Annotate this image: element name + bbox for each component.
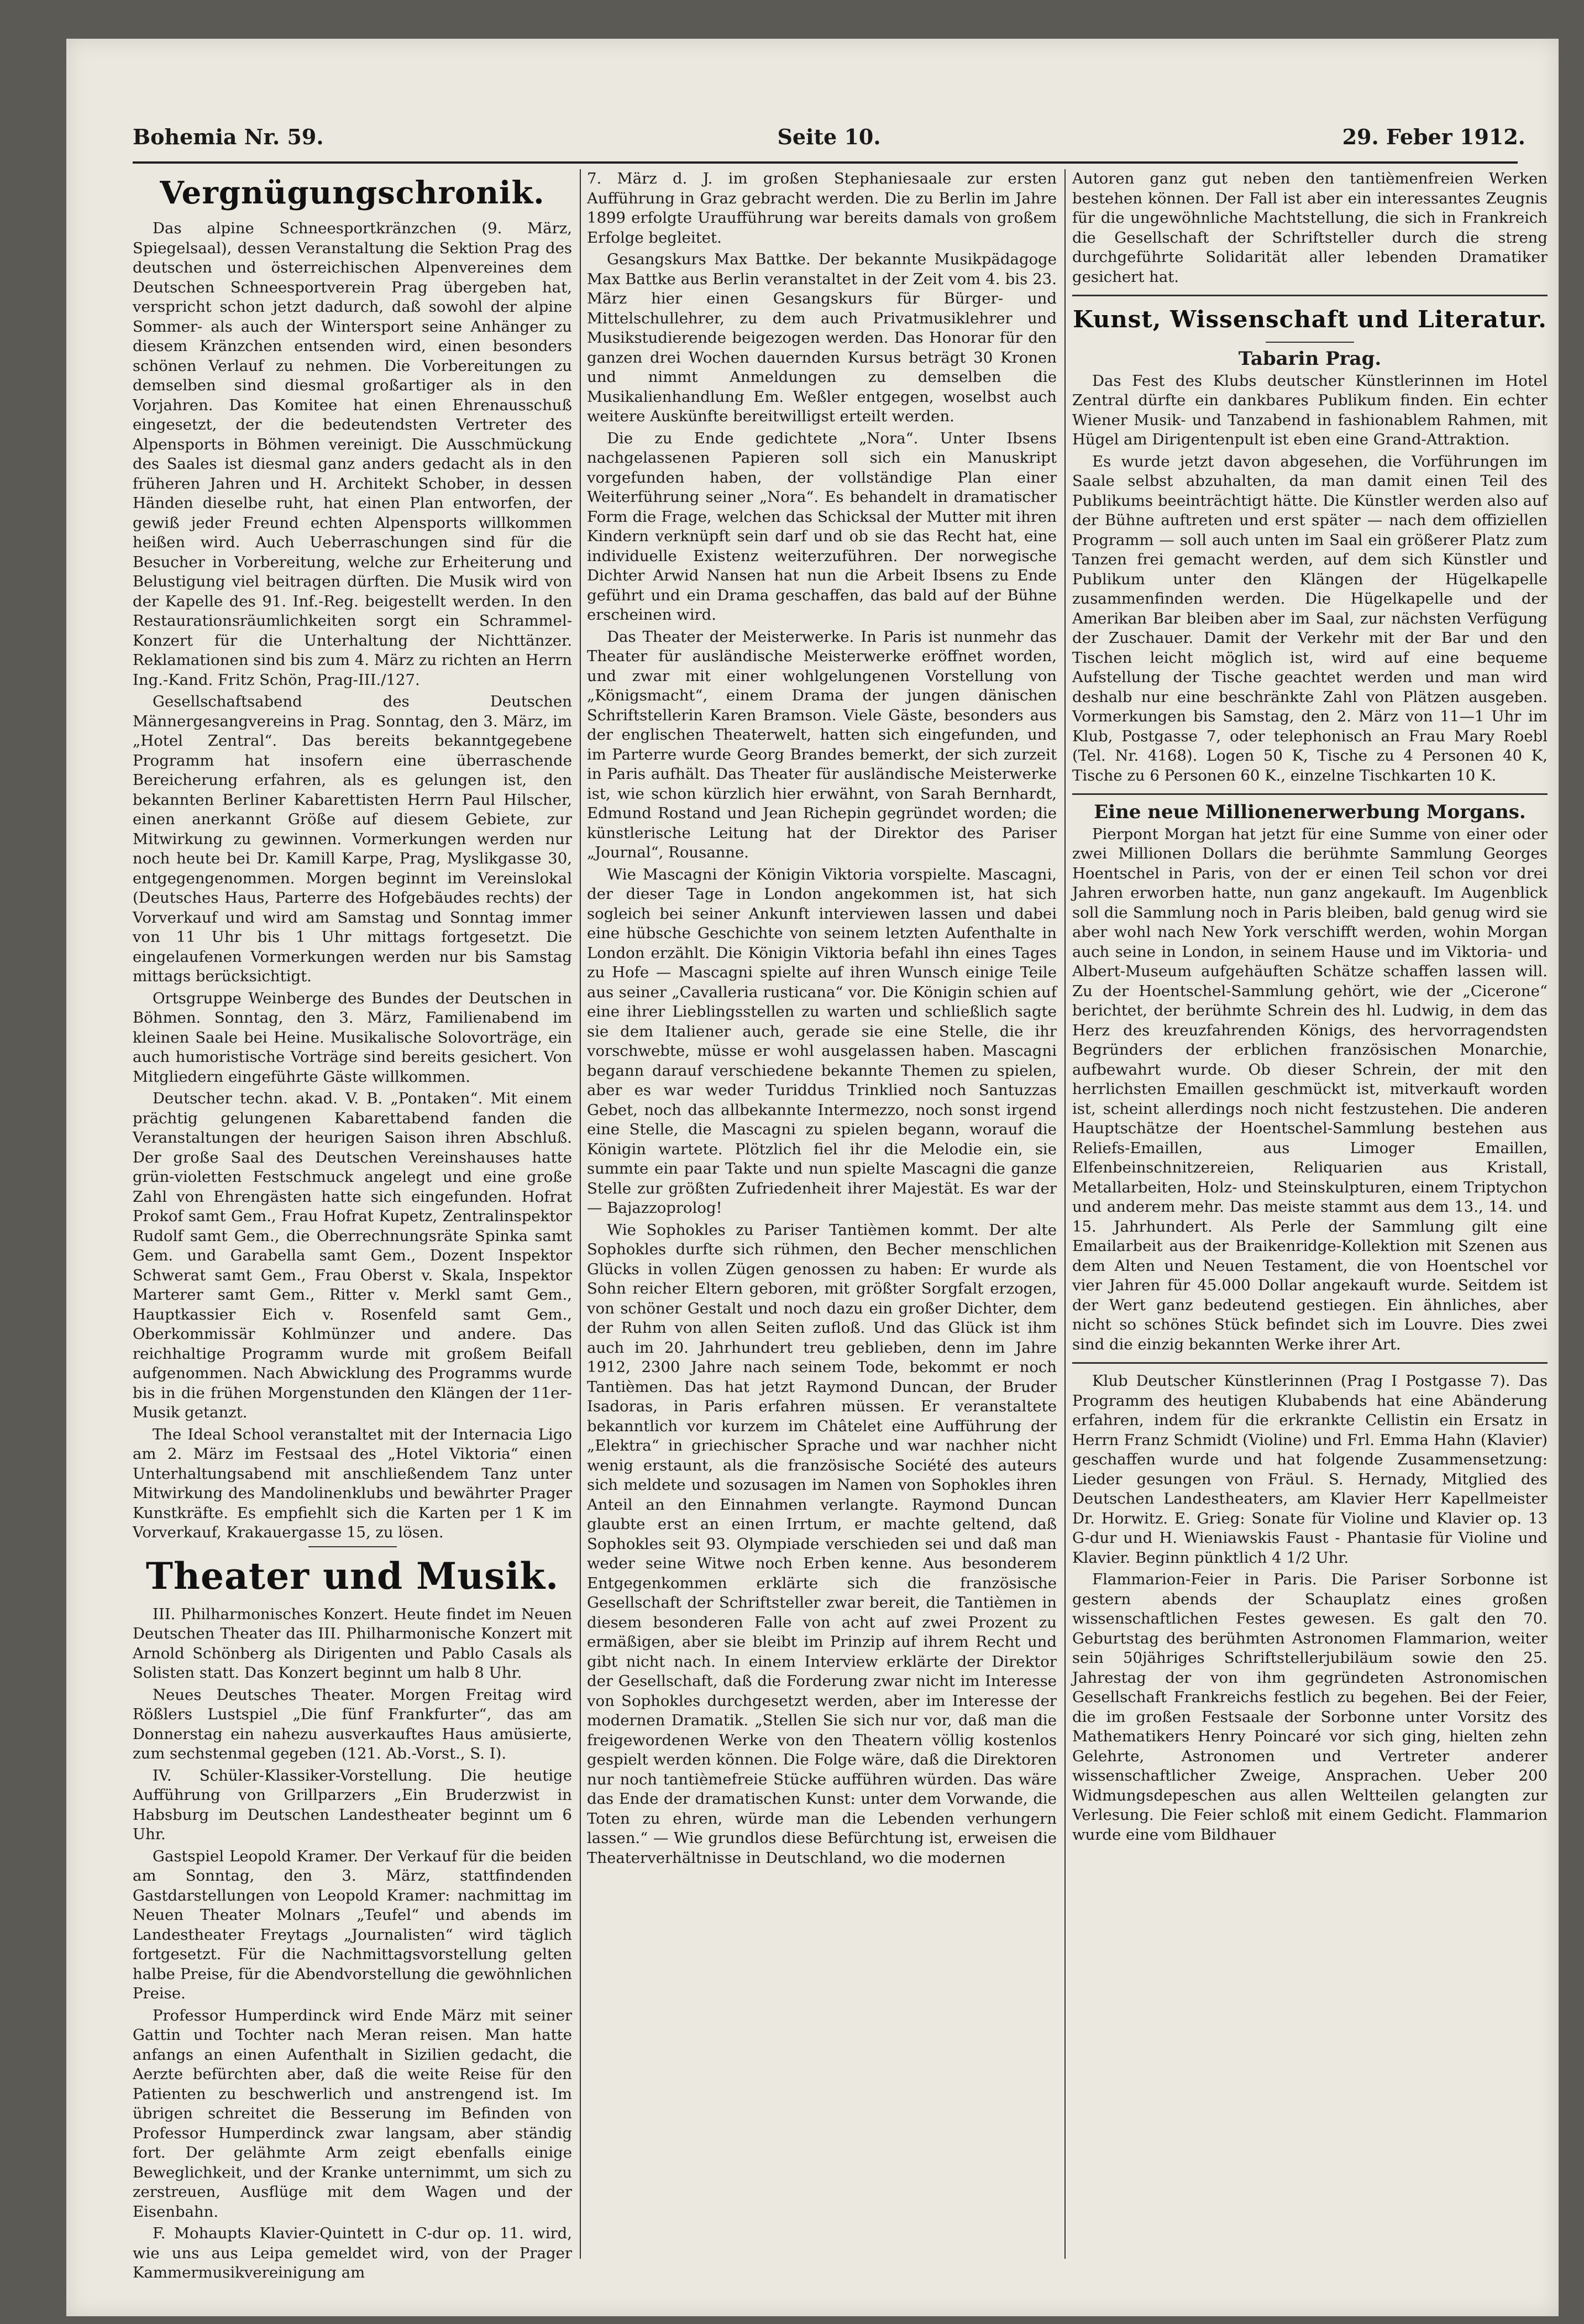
article-paragraph: Deutscher techn. akad. V. B. „Pontaken“. Mit einem prächtig gelungenen Kabarettabend fanden die Veranstaltungen der heurigen Saison ihren Abschluß. Der große Saal des Deutschen Vereinshauses hatte grün-violetten Festschmuck angelegt und eine große Zahl von Ehrengästen hatte sich eingefunden. Hofrat Prokof samt Gem., Frau Hofrat Kupetz, Zentralinspektor Rudolf samt Gem., die Oberrechnungsräte Spinka samt Gem. und Garabella samt Gem., Dozent Inspektor Schwerat samt Gem., Frau Oberst v. Skala, Inspektor Marterer samt Gem., Ritter v. Merkl samt Gem., Hauptkassier Eich v. Rosenfeld samt Gem., Oberkommissär Kohlmünzer und andere. Das reichhaltige Programm wurde mit großem Beifall aufgenommen. Nach Abwicklung des Programms wurde bis in die frühen Morgenstunden den Klängen der 11er-Musik getanzt.	[133, 1090, 572, 1421]
column-divider	[1064, 169, 1066, 2259]
article-paragraph: F. Mohaupts Klavier-Quintett in C-dur op. 11. wird, wie uns aus Leipa gemeldet wird, von der Prager Kammermusikvereinigung am	[133, 2224, 572, 2281]
page-header	[133, 124, 1525, 158]
header-rule	[133, 161, 1518, 164]
article-paragraph: Flammarion-Feier in Paris. Die Pariser Sorbonne ist gestern abends der Schauplatz eines großen wissenschaftlichen Festes gewesen. Es galt den 70. Geburtstag des berühmten Astronomen Flammarion, weiter sein 50jähriges Schriftstellerjubiläum sowie den 25. Jahrestag der von ihm gegründeten Astronomischen Gesellschaft Frankreichs festlich zu begehen. Bei der Feier, die im großen Festsaale der Sorbonne unter Vorsitz des Mathematikers Henry Poincaré vor sich ging, hielten zehn Gelehrte, Astronomen und Vertreter anderer wissenschaftlicher Zweige, Ansprachen. Ueber 200 Widmungsdepeschen aus allen Weltteilen gelangten zur Verlesung. Die Feier schloß mit einem Gedicht. Flammarion wurde eine vom Bildhauer	[1072, 1571, 1548, 1844]
column-1	[133, 169, 572, 2281]
article-paragraph: Gesellschaftsabend des Deutschen Männergesangvereins in Prag. Sonntag, den 3. März, im „Hotel Zentral“. Das bereits bekanntgegebene Programm hat insofern eine überraschende Bereicherung erfahren, als es gelungen ist, den bekannten Berliner Kabarettisten Herrn Paul Hilscher, einen anerkannt Größe auf diesem Gebiete, zur Mitwirkung zu gewinnen. Vormerkungen werden nur noch heute bei Dr. Kamill Karpe, Prag, Myslikgasse 30, entgegengenommen. Morgen beginnt im Vereinslokal (Deutsches Haus, Parterre des Hofgebäudes rechts) der Vorverkauf und wird am Samstag und Sonntag immer von 11 Uhr bis 1 Uhr mittags fortgesetzt. Die eingelaufenen Vormerkungen werden nur bis Samstag mittags berücksichtigt.	[133, 693, 572, 985]
article-paragraph: IV. Schüler-Klassiker-Vorstellung. Die heutige Aufführung von Grillparzers „Ein Bruderzwist in Habsburg im Deutschen Landestheater beginnt um 6 Uhr.	[133, 1766, 572, 1843]
column-divider	[580, 169, 581, 2259]
column-2	[587, 169, 1057, 2259]
divider	[1072, 295, 1548, 296]
header-page-number: Seite 10.	[777, 124, 881, 149]
article-paragraph: Wie Mascagni der Königin Viktoria vorspielte. Mascagni, der dieser Tage in London angekommen ist, hat sich sogleich bei seiner Ankunft interviewen lassen und dabei eine hübsche Geschichte von seinem letzten Aufenthalte in London erzählt. Die Königin Viktoria befahl ihn eines Tages zu Hofe — Mascagni spielte auf ihren Wunsch einige Teile aus seiner „Cavalleria rusticana“ vor. Die Königin schien auf eine ihrer Lieblingsstellen zu warten und schließlich sagte sie dem Italiener auch, gerade sie eine Stelle, die ihr vorschwebte, müsse er wohl ausgelassen haben. Mascagni begann darauf verschiedene bekannte Themen zu spielen, aber es war weder Turiddus Trinklied noch Santuzzas Gebet, noch das allbekannte Intermezzo, noch sonst irgend eine Stelle, die Mascagni zu spielen begann, worauf die Königin wartete. Plötzlich fiel ihr die Melodie ein, sie summte ein paar Takte und nun spielte Mascagni die ganze Stelle zur größten Zufriedenheit ihrer Majestät. Es war der — Bajazzoprolog!	[587, 865, 1057, 1217]
divider	[1072, 793, 1548, 795]
divider	[1072, 1362, 1548, 1364]
section-title: Vergnügungschronik.	[160, 175, 545, 211]
article-paragraph: Gesangskurs Max Battke. Der bekannte Musikpädagoge Max Battke aus Berlin veranstaltet in der Zeit vom 4. bis 23. März hier einen Gesangskurs für Bürger- und Mittelschullehrer, zu dem auch Privatmusiklehrer und Musikstudierende beigezogen werden. Das Honorar für den ganzen drei Wochen dauernden Kursus beträgt 30 Kronen und nimmt Anmeldungen zu demselben die Musikalienhandlung Em. Weßler entgegen, woselbst auch weitere Auskünfte bereitwilligst erteilt werden.	[587, 250, 1057, 425]
column-3	[1072, 169, 1548, 2259]
article-paragraph: III. Philharmonisches Konzert. Heute findet im Neuen Deutschen Theater das III. Philharmonische Konzert mit Arnold Schönberg als Dirigenten und Pablo Casals als Solisten statt. Das Konzert beginnt um halb 8 Uhr.	[133, 1605, 572, 1682]
article-paragraph: Die zu Ende gedichtete „Nora“. Unter Ibsens nachgelassenen Papieren soll sich ein Manuskript vorgefunden haben, der vollständige Plan einer Weiterführung seiner „Nora“. Es behandelt in dramatischer Form die Frage, welchen das Schicksal der Mutter mit ihren Kindern verknüpft sein darf und ob sie das Recht hat, eine individuelle Existenz weiterzuführen. Der norwegische Dichter Arwid Nansen hat nun die Arbeit Ibsens zu Ende geführt und ein Drama geschaffen, das bald auf der Bühne erscheinen wird.	[587, 429, 1057, 624]
article-paragraph: Professor Humperdinck wird Ende März mit seiner Gattin und Tochter nach Meran reisen. Man hatte anfangs an einen Aufenthalt in Sizilien gedacht, die Aerzte befürchten aber, daß die weite Reise für den Patienten zu beschwerlich und anstrengend ist. Im übrigen schreitet die Besserung im Befinden von Professor Humperdinck zwar langsam, aber ständig fort. Der gelähmte Arm zeigt ebenfalls einige Beweglichkeit, und der Kranke unternimmt, um sich zu zerstreuen, Ausflüge mit dem Wagen und der Eisenbahn.	[133, 2006, 572, 2221]
article-subtitle: Eine neue Millionenerwerbung Morgans.	[1094, 801, 1526, 823]
section-title: Kunst, Wissenschaft und Literatur.	[1073, 306, 1547, 333]
article-paragraph: Das alpine Schneesportkränzchen (9. März, Spiegelsaal), dessen Veranstaltung die Sektion Prag des deutschen und österreichischen Alpenvereines dem Deutschen Schneesportverein Prag übergeben hat, verspricht schon jetzt dadurch, daß sowohl der alpine Sommer- als auch der Wintersport seine Anhänger zu diesem Kränzchen entsenden wird, einen besonders schönen Verlauf zu nehmen. Die Vorbereitungen zu demselben sind diesmal großartiger als in den Vorjahren. Das Komitee hat einen Ehrenausschuß eingesetzt, der die bedeutendsten Vertreter des Alpensports in Böhmen vereinigt. Die Ausschmückung des Saales ist diesmal ganz anders gedacht als in den früheren Jahren und H. Architekt Schober, in dessen Händen dieselbe ruht, hat einen Plan entworfen, der gewiß jeder Freund echten Alpensports willkommen heißen wird. Auch Ueberraschungen sind für die Besucher in Vorbereitung, welche zur Erheiterung und Belustigung viel beitragen dürften. Die Musik wird von der Kapelle des 91. Inf.-Reg. beigestellt werden. In den Restaurationsräumlichkeiten sorgt ein Schrammel-Konzert für die Unterhaltung der Nichttänzer. Reklamationen sind bis zum 4. März zu richten an Herrn Ing.-Kand. Fritz Schön, Prag-III./127.	[133, 219, 572, 689]
article-paragraph: Pierpont Morgan hat jetzt für eine Summe von einer oder zwei Millionen Dollars die berühmte Sammlung Georges Hoentschel in Paris, von der er einen Teil schon vor drei Jahren erworben hatte, nun ganz angekauft. Im Augenblick soll die Sammlung noch in Paris bleiben, bald genug wird sie aber wohl nach New York verschifft werden, wohin Morgan auch seine in London, in seinem Hause und im Viktoria- und Albert-Museum aufgehäuften Schätze schaffen lassen will. Zu der Hoentschel-Sammlung gehört, wie der „Cicerone“ berichtet, der berühmte Schrein des hl. Ludwig, in dem das Herz des kreuzfahrenden Königs, des hervorragendsten Begründers der erblichen französischen Monarchie, aufbewahrt wurde. Ob dieser Schrein, der mit den herrlichsten Emaillen geschmückt ist, mitverkauft worden ist, scheint allerdings noch nicht festzustehen. Die anderen Hauptschätze der Hoentschel-Sammlung bestehen aus Reliefs-Emaillen, aus Limoger Emaillen, Elfenbeinschnitzereien, Reliquarien aus Kristall, Metallarbeiten, Holz- und Steinskulpturen, einem Triptychon und anderem mehr. Das meiste stammt aus dem 13., 14. und 15. Jahrhundert. Als Perle der Sammlung gilt eine Emailarbeit aus der Braikenridge-Kollektion mit Szenen aus dem Alten und Neuen Testament, die von Hoentschel vor vier Jahren für 45.000 Dollar angekauft wurde. Seitdem ist der Wert ganz bedeutend gestiegen. Ein ähnliches, aber nicht so schönes Stück befindet sich im Louvre. Dies zwei sind die einzig bekannten Werke ihrer Art.	[1072, 825, 1548, 1353]
header-date: 29. Feber 1912.	[1342, 124, 1525, 149]
article-paragraph: Neues Deutsches Theater. Morgen Freitag wird Rößlers Lustspiel „Die fünf Frankfurter“, das am Donnerstag ein nahezu ausverkauftes Haus amüsierte, zum sechstenmal gegeben (121. Ab.-Vorst., S. I).	[133, 1686, 572, 1762]
header-issue: Bohemia Nr. 59.	[133, 124, 324, 149]
article-paragraph: Wie Sophokles zu Pariser Tantièmen kommt. Der alte Sophokles durfte sich rühmen, den Becher menschlichen Glücks in vollen Zügen genossen zu haben: Er wurde als Sohn reicher Eltern geboren, mit größter Sorgfalt erzogen, von schöner Gestalt und noch dazu ein großer Dichter, dem der Ruhm von allen Seiten zufloß. Und das Glück ist ihm auch im 20. Jahrhundert treu geblieben, denn im Jahre 1912, 2300 Jahre nach seinem Tode, bekommt er noch Tantièmen. Das hat jetzt Raymond Duncan, der Bruder Isadoras, in Paris erfahren müssen. Er veranstaltete bekanntlich vor kurzem im Châtelet eine Aufführung der „Elektra“ in griechischer Sprache und war nachher nicht wenig erstaunt, als die französische Société des auteurs sich meldete und sozusagen im Namen von Sophokles ihren Anteil an den Einnahmen verlangte. Raymond Duncan glaubte erst an einen Irrtum, er machte geltend, daß Sophokles seit 93. Olympiade verschieden sei und daß man weder seine Witwe noch Erben kenne. Aus besonderem Entgegenkommen erklärte sich die französische Gesellschaft der Schriftsteller zwar bereit, die Tantièmen in diesem besonderen Falle von acht auf zwei Prozent zu ermäßigen, aber sie bleibt im Prinzip auf ihrem Recht und gibt nicht nach. In einem Interview erklärte der Direktor der Gesellschaft, daß die Forderung zwar nicht im Interesse von Sophokles durchgesetzt werden, aber im Interesse der modernen Dramatik. „Stellen Sie sich nur vor, daß man die freigewordenen Werke von den Theatern völlig kostenlos gespielt werden können. Die Folge wäre, daß die Direktoren nur noch tantièmefreie Stücke aufführen würden. Das wäre das Ende der dramatischen Kunst: unter dem Vorwande, die Toten zu ehren, würde man die Lebenden verhungern lassen.“ — Wie grundlos diese Befürchtung ist, erweisen die Theaterverhältnisse in Deutschland, wo die modernen	[587, 1221, 1057, 1867]
divider	[308, 1546, 397, 1547]
section-title: Theater und Musik.	[145, 1554, 559, 1598]
article-paragraph: Es wurde jetzt davon abgesehen, die Vorführungen im Saale selbst abzuhalten, da man damit einen Teil des Publikums beeinträchtigt hätte. Die Künstler werden also auf der Bühne auftreten und erst später — nach dem offiziellen Programm — soll auch unten im Saal ein größerer Platz zum Tanzen frei gemacht werden, auf dem sich Künstler und Publikum unter den Klängen der Hügelkapelle zusammenfinden werden. Die Hügelkapelle und der Amerikan Bar bleiben aber im Saal, zur nächsten Verfügung der Zuschauer. Damit der Verkehr mit der Bar und den Tischen leicht möglich ist, wird auf eine bequeme Aufstellung der Tische geachtet werden und man wird deshalb nur eine beschränkte Zahl von Plätzen ausgeben. Vormerkungen bis Samstag, den 2. März von 11—1 Uhr im Klub, Postgasse 7, oder telephonisch an Frau Mary Roebl (Tel. Nr. 4168). Logen 50 K, Tische zu 4 Personen 40 K, Tische zu 6 Personen 60 K., einzelne Tischkarten 10 K.	[1072, 452, 1548, 784]
article-paragraph: 7. März d. J. im großen Stephaniesaale zur ersten Aufführung in Graz gebracht werden. Die zu Berlin im Jahre 1899 erfolgte Uraufführung war bereits damals von großem Erfolge begleitet.	[587, 170, 1057, 247]
article-paragraph: Das Fest des Klubs deutscher Künstlerinnen im Hotel Zentral dürfte ein dankbares Publikum finden. Ein echter Wiener Musik- und Tanzabend in fashionablem Rahmen, mit Hügel am Dirigentenpult ist eben eine Grand-Attraktion.	[1072, 371, 1548, 448]
article-paragraph: Klub Deutscher Künstlerinnen (Prag I Postgasse 7). Das Programm des heutigen Klubabends hat eine Abänderung erfahren, indem für die erkrankte Cellistin ein Ersatz in Herrn Franz Schmidt (Violine) und Frl. Emma Hahn (Klavier) geschaffen wurde und hat folgende Zusammensetzung: Lieder gesungen von Fräul. S. Hernady, Mitglied des Deutschen Landestheaters, am Klavier Herr Kapellmeister Dr. Horwitz. E. Grieg: Sonate für Violine und Klavier op. 13 G-dur und H. Wieniawskis Faust - Phantasie für Violine und Klavier. Beginn pünktlich 4 1/2 Uhr.	[1072, 1372, 1548, 1567]
article-paragraph: Ortsgruppe Weinberge des Bundes der Deutschen in Böhmen. Sonntag, den 3. März, Familienabend im kleinen Saale bei Heine. Musikalische Solovorträge, ein auch humoristische Vorträge sind bereits gesichert. Von Mitgliedern eingeführte Gäste willkommen.	[133, 989, 572, 1086]
article-paragraph: Gastspiel Leopold Kramer. Der Verkauf für die beiden am Sonntag, den 3. März, stattfindenden Gastdarstellungen von Leopold Kramer: nachmittag im Neuen Theater Molnars „Teufel“ und abends im Landestheater Freytags „Journalisten“ wird täglich fortgesetzt. Für die Nachmittagsvorstellung gelten halbe Preise, für die Abendvorstellung die gewöhnlichen Preise.	[133, 1847, 572, 2002]
article-paragraph: The Ideal School veranstaltet mit der Internacia Ligo am 2. März im Festsaal des „Hotel Viktoria“ einen Unterhaltungsabend mit anschließendem Tanz unter Mitwirkung des Mandolinenklubs und bewährter Prager Kunstkräfte. Es empfiehlt sich die Karten per 1 K im Vorverkauf, Krakauergasse 15, zu lösen.	[133, 1425, 572, 1541]
article-subtitle: Tabarin Prag.	[1238, 348, 1382, 370]
divider	[1266, 342, 1354, 343]
article-paragraph: Autoren ganz gut neben den tantièmenfreien Werken bestehen können. Der Fall ist aber ein interessantes Zeugnis für die ungewöhnliche Machtstellung, die sich in Frankreich die Gesellschaft der Schriftsteller durch die streng durchgeführte Solidarität aller lebenden Dramatiker gesichert hat.	[1072, 170, 1548, 286]
article-paragraph: Das Theater der Meisterwerke. In Paris ist nunmehr das Theater für ausländische Meisterwerke eröffnet worden, und zwar mit einer wohlgelungenen Vorstellung von „Königsmacht“, einem Drama der jungen dänischen Schriftstellerin Karen Bramson. Viele Gäste, besonders aus der englischen Theaterwelt, hatten sich eingefunden, und im Parterre wurde Georg Brandes bemerkt, der sich zurzeit in Paris aufhält. Das Theater für ausländische Meisterwerke ist, wie schon kürzlich hier erwähnt, von Sarah Bernhardt, Edmund Rostand und Jean Richepin gegründet worden; die künstlerische Leitung hat der Direktor des Pariser „Journal“, Rousanne.	[587, 627, 1057, 861]
